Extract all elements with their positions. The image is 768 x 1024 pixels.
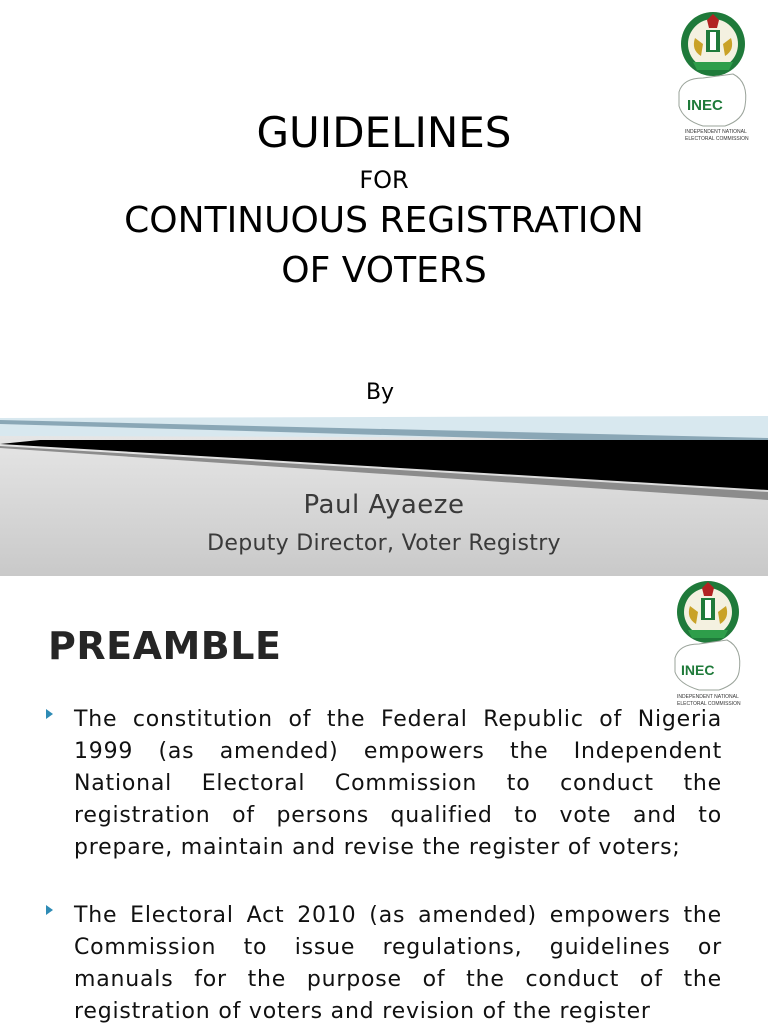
- bullet-arrow-icon: [46, 709, 53, 719]
- svg-text:INDEPENDENT NATIONAL: INDEPENDENT NATIONAL: [685, 129, 747, 135]
- title-line-1: GUIDELINES: [256, 108, 512, 157]
- logo-text: INEC: [681, 662, 715, 678]
- author-name: Paul Ayaeze: [303, 490, 465, 520]
- list-item: [46, 900, 722, 1024]
- inec-logo: [671, 578, 747, 708]
- svg-text:ELECTORAL COMMISSION: ELECTORAL COMMISSION: [685, 136, 749, 142]
- title-line-2: FOR: [359, 166, 409, 194]
- svg-text:INDEPENDENT NATIONAL: INDEPENDENT NATIONAL: [677, 694, 739, 700]
- slide-heading: PREAMBLE: [48, 624, 282, 668]
- by-label: By: [365, 380, 395, 405]
- bullet-arrow-icon: [46, 905, 53, 915]
- title-line-3: CONTINUOUS REGISTRATION: [124, 200, 644, 241]
- author-role: Deputy Director, Voter Registry: [207, 531, 561, 556]
- logo-text: INEC: [687, 97, 723, 114]
- bullet-text: The Electoral Act 2010 (as amended) empowers the Commission to issue regulations, guidelines or manuals for the purpose of the conduct of the registration of voters and revision of the register: [74, 903, 722, 1024]
- svg-text:ELECTORAL COMMISSION: ELECTORAL COMMISSION: [677, 701, 741, 707]
- preamble-slide: [0, 576, 768, 1024]
- bullet-list: [46, 704, 722, 1024]
- list-item: [46, 704, 722, 864]
- bullet-text: The constitution of the Federal Republic of Nigeria 1999 (as amended) empowers the Independent National Electoral Commission to conduct the registration of persons qualified to vote and to prepare, maintain and revise the register of voters;: [74, 707, 722, 860]
- title-line-4: OF VOTERS: [281, 250, 487, 291]
